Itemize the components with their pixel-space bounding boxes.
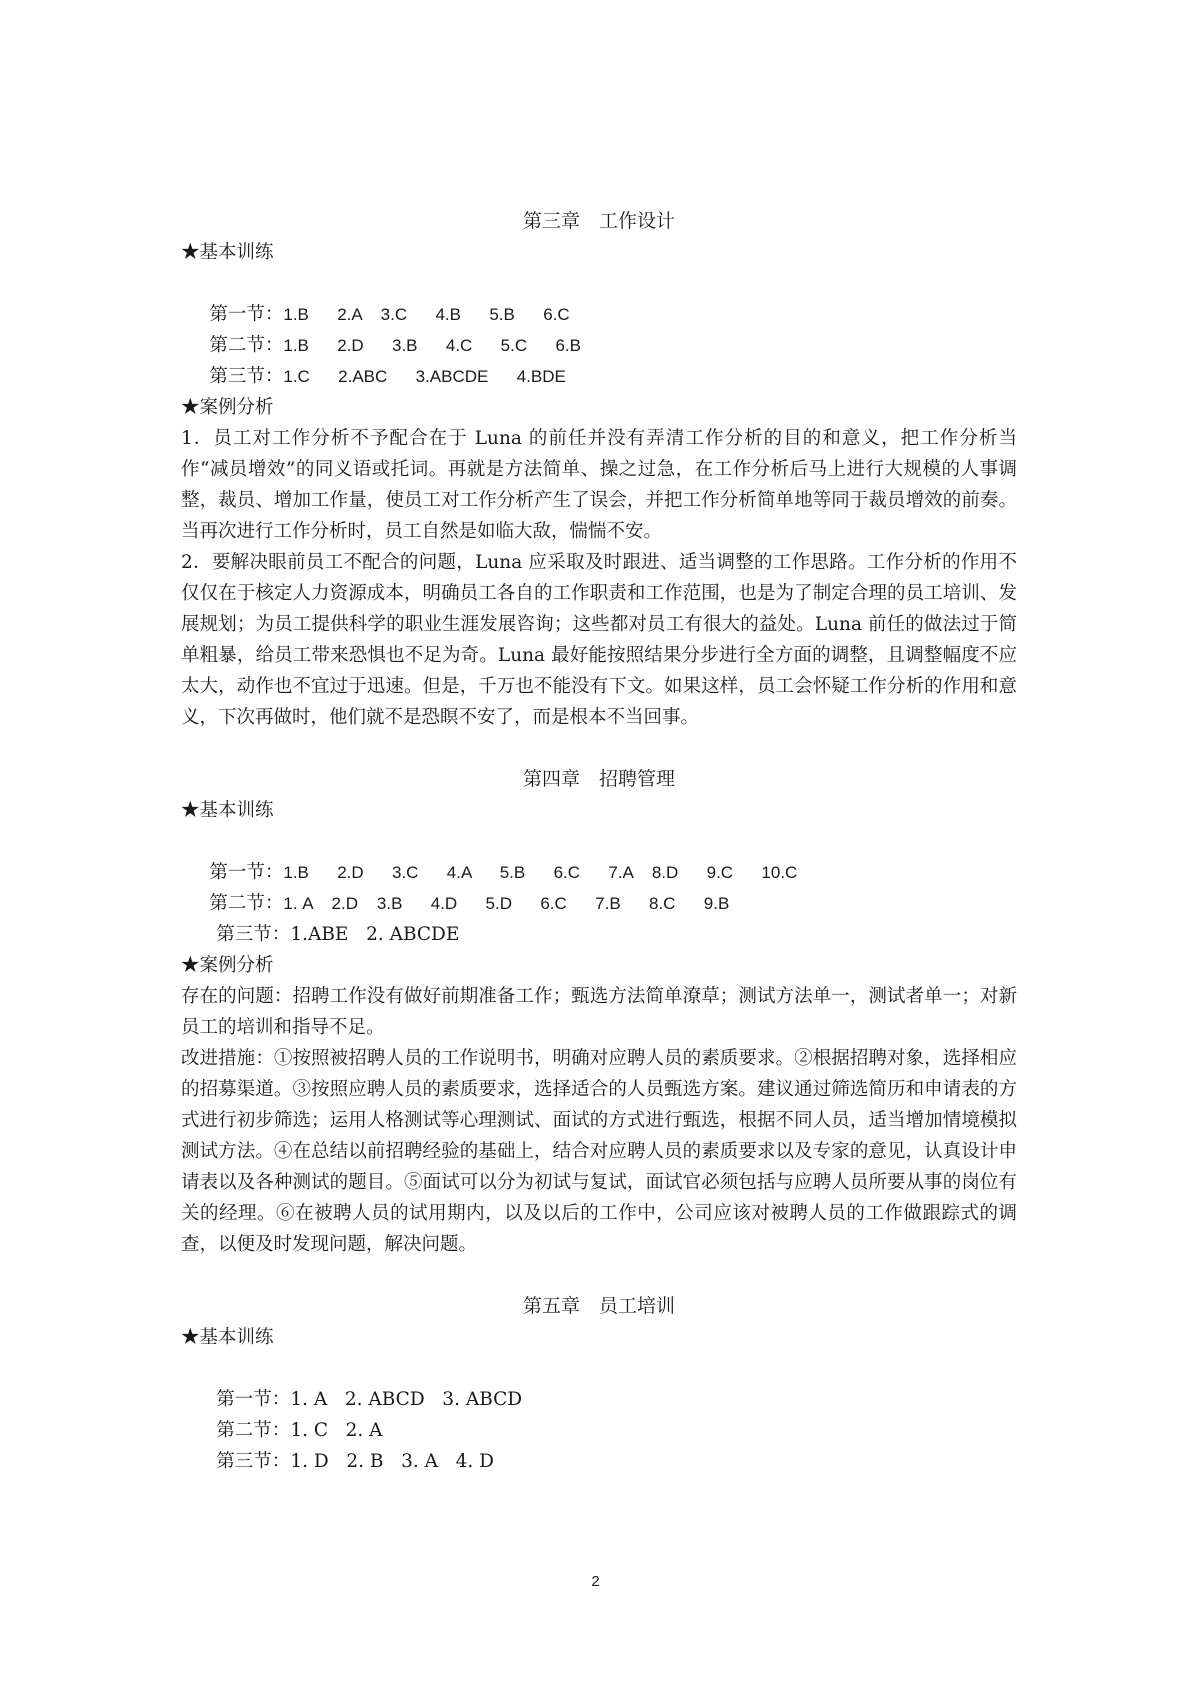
case-paragraph: 1．员工对工作分析不予配合在于 Luna 的前任并没有弄清工作分析的目的和意义，把工作分析当作“减员增效”的同义语或托词。再就是方法简单、操之过急，在工作分析后马上进行大规模的人事调整，裁员、增加工作量，使员工对工作分析产生了误会，并把工作分析简单地等同于裁员增效的前奏。当再次进行工作分析时，员工自然是如临大敌，惴惴不安。 xyxy=(181,428,1017,542)
basic-training-heading: ★基本训练 xyxy=(181,1327,274,1348)
section-answers: 1.B 2.D 3.B 4.C 5.C 6.B xyxy=(283,336,581,355)
spacer xyxy=(181,1260,1017,1291)
section-answers: 1.B 2.D 3.C 4.A 5.B 6.C 7.A 8.D 9.C 10.C xyxy=(283,863,798,882)
section-prefix: 第三节： xyxy=(216,924,291,945)
answer-line xyxy=(181,826,1017,883)
chapter-3 xyxy=(181,206,1017,733)
section-prefix: 第一节： xyxy=(209,862,284,883)
page-number: 2 xyxy=(591,1573,600,1590)
answer-line xyxy=(181,268,1017,325)
section-answers: 1.ABE 2. ABCDE xyxy=(290,924,460,945)
section-prefix: 第三节： xyxy=(209,366,284,387)
chapter-4 xyxy=(181,764,1017,1260)
case-analysis-heading: ★案例分析 xyxy=(181,955,274,976)
chapter-5 xyxy=(181,1291,1017,1472)
case-paragraph: 改进措施：①按照被招聘人员的工作说明书，明确对应聘人员的素质要求。②根据招聘对象，选择相应的招募渠道。③按照应聘人员的素质要求，选择适合的人员甄选方案。建议通过筛选简历和申请表的方式进行初步筛选；运用人格测试等心理测试、面试的方式进行甄选，根据不同人员，适当增加情境模拟测试方法。④在总结以前招聘经验的基础上，结合对应聘人员的素质要求以及专家的意见，认真设计申请表以及各种测试的题目。⑤面试可以分为初试与复试，面试官必须包括与应聘人员所要从事的岗位有关的经理。⑥在被聘人员的试用期内，以及以后的工作中，公司应该对被聘人员的工作做跟踪式的调查，以便及时发现问题，解决问题。 xyxy=(181,1048,1017,1255)
section-answers: 1. A 2. ABCD 3. ABCD xyxy=(290,1389,523,1410)
basic-training-heading: ★基本训练 xyxy=(181,242,274,263)
section-prefix: 第一节： xyxy=(209,304,284,325)
document-body xyxy=(181,206,1017,1472)
chapter-title: 第三章 工作设计 xyxy=(522,210,675,232)
section-answers: 1.B 2.A 3.C 4.B 5.B 6.C xyxy=(283,305,570,324)
case-paragraph: 存在的问题：招聘工作没有做好前期准备工作；甄选方法简单潦草；测试方法单一，测试者单一；对新员工的培训和指导不足。 xyxy=(181,986,1017,1038)
basic-training-heading: ★基本训练 xyxy=(181,800,274,821)
section-prefix: 第二节： xyxy=(216,1420,291,1441)
section-answers: 1. C 2. A xyxy=(290,1420,383,1441)
section-prefix: 第二节： xyxy=(209,893,284,914)
spacer xyxy=(181,733,1017,764)
section-prefix: 第二节： xyxy=(209,335,284,356)
chapter-title: 第五章 员工培训 xyxy=(522,1295,675,1317)
chapter-title: 第四章 招聘管理 xyxy=(522,768,675,790)
section-prefix: 第三节： xyxy=(216,1451,291,1472)
section-answers: 1.C 2.ABC 3.ABCDE 4.BDE xyxy=(283,367,566,386)
section-prefix: 第一节： xyxy=(216,1389,291,1410)
section-answers: 1. D 2. B 3. A 4. D xyxy=(290,1451,494,1472)
case-paragraph: 2．要解决眼前员工不配合的问题，Luna 应采取及时跟进、适当调整的工作思路。工作分析的作用不仅仅在于核定人力资源成本，明确员工各自的工作职责和工作范围，也是为了制定合理的员工培训、发展规划；为员工提供科学的职业生涯发展咨询；这些都对员工有很大的益处。Luna 前任的做法过于简单粗暴，给员工带来恐惧也不足为奇。Luna 最好能按照结果分步进行全方面的调整，且调整幅度不应太大，动作也不宜过于迅速。但是，千万也不能没有下文。如果这样，员工会怀疑工作分析的作用和意义，下次再做时，他们就不是恐瞑不安了，而是根本不当回事。 xyxy=(181,552,1017,728)
case-analysis-heading: ★案例分析 xyxy=(181,397,274,418)
answer-line xyxy=(181,1353,1017,1410)
section-answers: 1. A 2.D 3.B 4.D 5.D 6.C 7.B 8.C 9.B xyxy=(283,894,730,913)
